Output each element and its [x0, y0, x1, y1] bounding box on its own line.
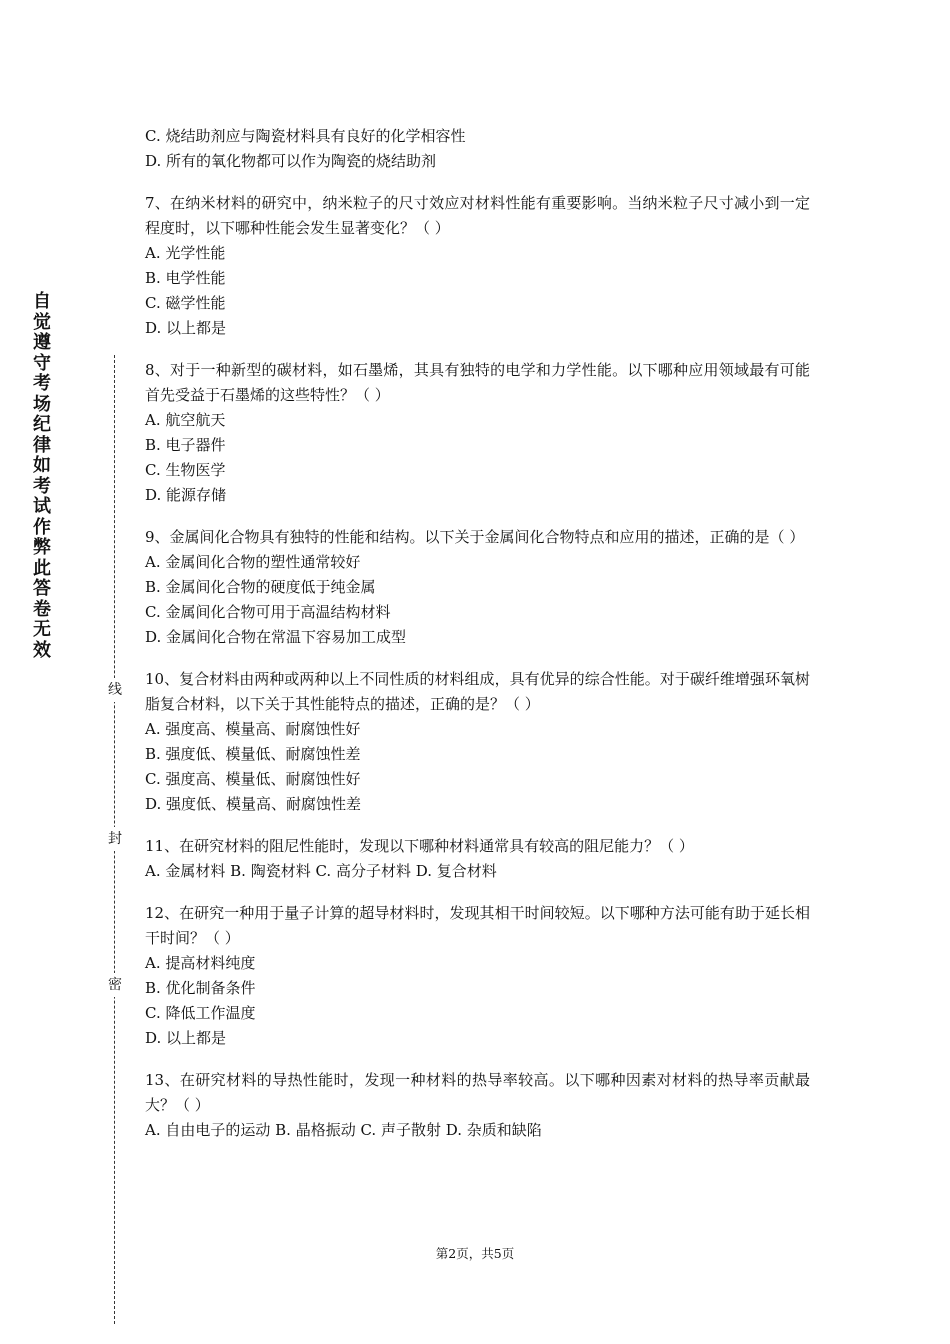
question-content: [145, 124, 810, 1143]
option: A. 航空航天: [145, 411, 226, 429]
option: C. 金属间化合物可用于高温结构材料: [145, 603, 391, 621]
carryover-option: C. 烧结助剂应与陶瓷材料具有良好的化学相容性: [145, 127, 466, 145]
option: A. 提高材料纯度: [145, 954, 256, 972]
option: A. 强度高、模量高、耐腐蚀性好: [145, 720, 361, 738]
question-stem: 9、金属间化合物具有独特的性能和结构。以下关于金属间化合物特点和应用的描述，正确的是（ ）: [145, 528, 805, 546]
option: C. 磁学性能: [145, 294, 226, 312]
option: D. 金属间化合物在常温下容易加工成型: [145, 628, 407, 646]
question-9: [145, 525, 810, 650]
binding-mark-line: 线: [106, 678, 124, 702]
option: D. 以上都是: [145, 1029, 227, 1047]
option: B. 电学性能: [145, 269, 226, 287]
option: C. 生物医学: [145, 461, 226, 479]
option: A. 自由电子的运动 B. 晶格振动 C. 声子散射 D. 杂质和缺陷: [145, 1121, 542, 1139]
question-stem: 10、复合材料由两种或两种以上不同性质的材料组成，具有优异的综合性能。对于碳纤维增强环氧树脂复合材料，以下关于其性能特点的描述，正确的是？（ ）: [145, 670, 810, 713]
question-7: [145, 191, 810, 341]
option: C. 强度高、模量低、耐腐蚀性好: [145, 770, 361, 788]
question-12: [145, 901, 810, 1051]
option: A. 金属间化合物的塑性通常较好: [145, 553, 361, 571]
question-8: [145, 358, 810, 508]
question-stem: 11、在研究材料的阻尼性能时，发现以下哪种材料通常具有较高的阻尼能力？（ ）: [145, 837, 694, 855]
option: B. 优化制备条件: [145, 979, 256, 997]
option: A. 光学性能: [145, 244, 226, 262]
page-number: 第2页，共5页: [435, 1246, 515, 1261]
option: C. 降低工作温度: [145, 1004, 256, 1022]
question-10: [145, 667, 810, 817]
option: B. 金属间化合物的硬度低于纯金属: [145, 578, 376, 596]
question-stem: 8、对于一种新型的碳材料，如石墨烯，其具有独特的电学和力学性能。以下哪种应用领域最有可能首先受益于石墨烯的这些特性？（ ）: [145, 361, 810, 404]
question-stem: 7、在纳米材料的研究中，纳米粒子的尺寸效应对材料性能有重要影响。当纳米粒子尺寸减小到一定程度时，以下哪种性能会发生显著变化？（ ）: [145, 194, 810, 237]
option: D. 能源存储: [145, 486, 227, 504]
exam-discipline-notice: 自觉遵守考场纪律如考试作弊此答卷无效: [33, 291, 51, 661]
question-stem: 13、在研究材料的导热性能时，发现一种材料的热导率较高。以下哪种因素对材料的热导率贡献最大？（ ）: [145, 1071, 810, 1114]
question-11: [145, 834, 810, 884]
option: A. 金属材料 B. 陶瓷材料 C. 高分子材料 D. 复合材料: [145, 862, 497, 880]
option: D. 以上都是: [145, 319, 227, 337]
binding-mark-seal: 封: [106, 827, 124, 851]
question-13: [145, 1068, 810, 1143]
binding-mark-secret: 密: [106, 973, 124, 997]
option: B. 电子器件: [145, 436, 226, 454]
option: B. 强度低、模量低、耐腐蚀性差: [145, 745, 361, 763]
question-stem: 12、在研究一种用于量子计算的超导材料时，发现其相干时间较短。以下哪种方法可能有助于延长相干时间？（ ）: [145, 904, 810, 947]
option: D. 强度低、模量高、耐腐蚀性差: [145, 795, 362, 813]
carryover-option: D. 所有的氧化物都可以作为陶瓷的烧结助剂: [145, 152, 437, 170]
